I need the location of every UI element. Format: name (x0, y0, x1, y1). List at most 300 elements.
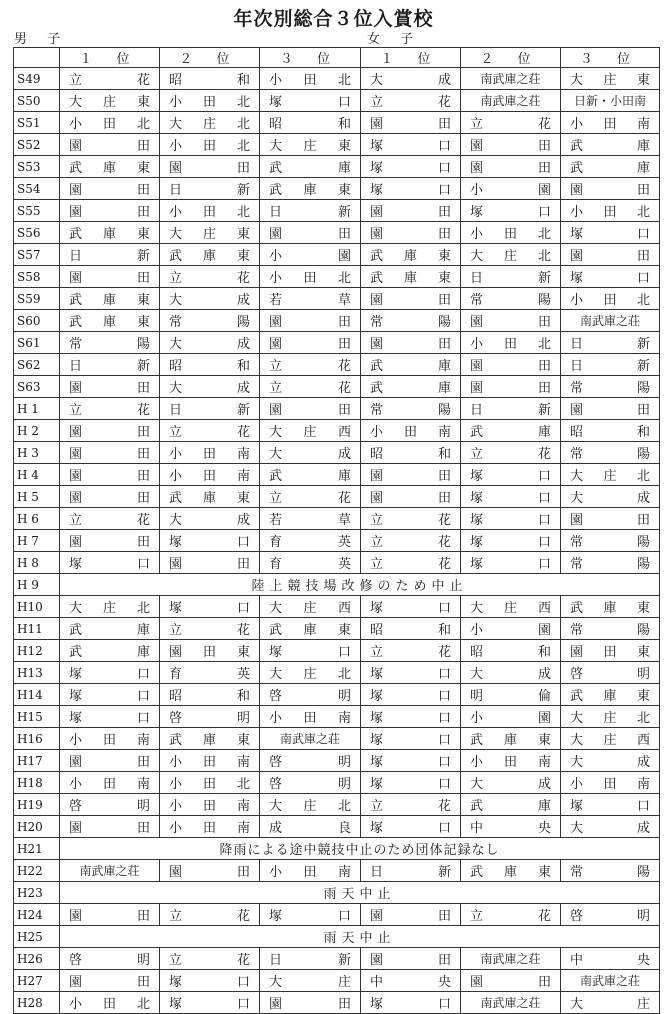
cell-girls-3rd: 塚 口 (561, 794, 660, 816)
table-row (14, 530, 660, 552)
cell-boys-2nd: 園田東 (160, 640, 260, 662)
year-cell: H24 (14, 904, 60, 926)
cell-girls-3rd: 常 陽 (561, 376, 660, 398)
cell-girls-2nd: 園 田 (461, 156, 561, 178)
cell-boys-1st: 園 田 (60, 266, 160, 288)
year-cell: H 1 (14, 398, 60, 420)
cell-girls-2nd: 昭 和 (461, 640, 561, 662)
cell-boys-2nd: 立 花 (160, 904, 260, 926)
cell-boys-3rd: 日 新 (260, 200, 361, 222)
table-row (14, 134, 660, 156)
table-row (14, 310, 660, 332)
table-row (14, 596, 660, 618)
note-cell: 雨天中止 (60, 926, 660, 948)
cell-boys-2nd: 塚 口 (160, 530, 260, 552)
cell-boys-2nd: 小田南 (160, 442, 260, 464)
page-title: 年次別総合３位入賞校 (233, 8, 434, 30)
table-row (14, 244, 660, 266)
table-row (14, 882, 660, 904)
year-cell: S63 (14, 376, 60, 398)
cell-boys-1st: 園 田 (60, 816, 160, 838)
year-cell: H22 (14, 860, 60, 882)
cell-girls-2nd: 小田北 (461, 332, 561, 354)
cell-boys-3rd: 育 英 (260, 552, 361, 574)
cell-girls-3rd: 園 田 (561, 508, 660, 530)
year-cell: H23 (14, 882, 60, 904)
cell-boys-2nd: 武庫東 (160, 728, 260, 750)
table-row (14, 156, 660, 178)
cell-boys-1st: 小田南 (60, 772, 160, 794)
cell-girls-1st: 立 花 (361, 794, 461, 816)
year-cell: S50 (14, 90, 60, 112)
cell-girls-1st: 塚 口 (361, 684, 461, 706)
cell-boys-1st: 園 田 (60, 442, 160, 464)
cell-boys-2nd: 立 花 (160, 266, 260, 288)
cell-girls-3rd: 日 新 (561, 354, 660, 376)
table-row (14, 508, 660, 530)
table-row (14, 926, 660, 948)
cell-girls-3rd: 常 陽 (561, 860, 660, 882)
cell-boys-2nd: 常 陽 (160, 310, 260, 332)
cell-boys-3rd: 日 新 (260, 948, 361, 970)
cell-boys-2nd: 園 田 (160, 156, 260, 178)
year-cell: H 5 (14, 486, 60, 508)
cell-boys-3rd: 育 英 (260, 530, 361, 552)
table-row (14, 948, 660, 970)
year-cell: S61 (14, 332, 60, 354)
cell-boys-3rd: 園 田 (260, 310, 361, 332)
cell-girls-2nd: 塚 口 (461, 552, 561, 574)
cell-girls-2nd: 塚 口 (461, 530, 561, 552)
year-cell: H11 (14, 618, 60, 640)
cell-girls-3rd: 大 成 (561, 486, 660, 508)
cell-girls-2nd: 小田南 (461, 750, 561, 772)
note-cell: 陸上競技場改修のため中止 (60, 574, 660, 596)
cell-boys-2nd: 塚 口 (160, 596, 260, 618)
cell-boys-2nd: 昭 和 (160, 354, 260, 376)
table-row (14, 420, 660, 442)
table-row (14, 838, 660, 860)
year-cell: H19 (14, 794, 60, 816)
cell-boys-2nd: 大 成 (160, 288, 260, 310)
cell-girls-3rd: 大庄西 (561, 728, 660, 750)
cell-girls-3rd: 啓 明 (561, 904, 660, 926)
cell-boys-1st: 園 田 (60, 904, 160, 926)
cell-boys-1st: 小田北 (60, 112, 160, 134)
header-boys-2nd: ２ 位 (160, 48, 260, 68)
cell-boys-1st: 武庫東 (60, 156, 160, 178)
year-cell: S54 (14, 178, 60, 200)
cell-boys-1st: 日 新 (60, 354, 160, 376)
cell-boys-3rd: 武 庫 (260, 464, 361, 486)
cell-girls-3rd: 武庫東 (561, 684, 660, 706)
cell-girls-2nd: 南武庫之荘 (461, 992, 561, 1014)
cell-girls-2nd: 南武庫之荘 (461, 68, 561, 90)
cell-boys-2nd: 育 英 (160, 662, 260, 684)
cell-boys-1st: 立 花 (60, 68, 160, 90)
header-year (14, 48, 60, 68)
cell-boys-3rd: 小田南 (260, 706, 361, 728)
year-cell: H13 (14, 662, 60, 684)
cell-girls-3rd: 常 陽 (561, 442, 660, 464)
cell-girls-2nd: 常 陽 (461, 288, 561, 310)
year-cell: H 6 (14, 508, 60, 530)
cell-boys-1st: 啓 明 (60, 948, 160, 970)
cell-boys-2nd: 昭 和 (160, 68, 260, 90)
year-cell: S58 (14, 266, 60, 288)
cell-boys-3rd: 武庫東 (260, 178, 361, 200)
table-row (14, 200, 660, 222)
cell-girls-2nd: 武庫東 (461, 860, 561, 882)
cell-girls-1st: 塚 口 (361, 662, 461, 684)
cell-girls-2nd: 小田北 (461, 222, 561, 244)
table-row (14, 68, 660, 90)
table-row (14, 750, 660, 772)
cell-girls-3rd: 小田北 (561, 288, 660, 310)
cell-boys-3rd: 園 田 (260, 222, 361, 244)
cell-girls-3rd: 大庄北 (561, 464, 660, 486)
cell-boys-2nd: 日 新 (160, 398, 260, 420)
cell-boys-1st: 園 田 (60, 134, 160, 156)
year-cell: H16 (14, 728, 60, 750)
table-row (14, 354, 660, 376)
cell-girls-3rd: 小田南 (561, 112, 660, 134)
cell-boys-1st: 大庄北 (60, 596, 160, 618)
cell-boys-2nd: 小田北 (160, 772, 260, 794)
cell-girls-3rd: 常 陽 (561, 552, 660, 574)
cell-girls-2nd: 明 倫 (461, 684, 561, 706)
table-row (14, 464, 660, 486)
cell-boys-1st: 園 田 (60, 970, 160, 992)
cell-boys-3rd: 大庄西 (260, 420, 361, 442)
table-row (14, 486, 660, 508)
cell-boys-3rd: 南武庫之荘 (260, 728, 361, 750)
cell-boys-1st: 常 陽 (60, 332, 160, 354)
cell-boys-3rd: 塚 口 (260, 904, 361, 926)
cell-boys-3rd: 成 良 (260, 816, 361, 838)
cell-boys-2nd: 小田南 (160, 750, 260, 772)
year-cell: H15 (14, 706, 60, 728)
cell-boys-1st: 園 田 (60, 200, 160, 222)
cell-boys-3rd: 塚 口 (260, 90, 361, 112)
cell-boys-2nd: 園 田 (160, 552, 260, 574)
cell-boys-3rd: 大 庄 (260, 970, 361, 992)
table-row (14, 794, 660, 816)
cell-boys-1st: 園 田 (60, 530, 160, 552)
cell-boys-3rd: 大庄北 (260, 662, 361, 684)
table-row (14, 904, 660, 926)
cell-boys-1st: 園 田 (60, 750, 160, 772)
cell-boys-1st: 大庄東 (60, 90, 160, 112)
cell-girls-2nd: 園 田 (461, 134, 561, 156)
year-cell: S59 (14, 288, 60, 310)
cell-girls-2nd: 南武庫之荘 (461, 90, 561, 112)
boys-section-label: 男 子 (14, 32, 69, 47)
table-row (14, 970, 660, 992)
table-row (14, 90, 660, 112)
cell-boys-1st: 武庫東 (60, 222, 160, 244)
cell-boys-2nd: 啓 明 (160, 706, 260, 728)
cell-girls-1st: 塚 口 (361, 178, 461, 200)
cell-girls-1st: 武 庫 (361, 376, 461, 398)
cell-girls-3rd: 園田東 (561, 640, 660, 662)
cell-girls-1st: 武庫東 (361, 266, 461, 288)
cell-girls-2nd: 中 央 (461, 816, 561, 838)
cell-girls-3rd: 大 成 (561, 750, 660, 772)
cell-girls-3rd: 武庫東 (561, 596, 660, 618)
cell-boys-2nd: 小田北 (160, 134, 260, 156)
cell-boys-3rd: 啓 明 (260, 684, 361, 706)
cell-boys-1st: 立 花 (60, 508, 160, 530)
cell-girls-2nd: 南武庫之荘 (461, 948, 561, 970)
cell-girls-2nd: 園 田 (461, 970, 561, 992)
header-girls-2nd: ２ 位 (461, 48, 561, 68)
cell-boys-3rd: 園 田 (260, 992, 361, 1014)
cell-boys-3rd: 若 草 (260, 508, 361, 530)
table-row (14, 552, 660, 574)
cell-girls-1st: 塚 口 (361, 772, 461, 794)
cell-girls-1st: 立 花 (361, 508, 461, 530)
cell-boys-3rd: 立 花 (260, 354, 361, 376)
cell-girls-1st: 昭 和 (361, 442, 461, 464)
year-cell: S53 (14, 156, 60, 178)
cell-girls-2nd: 武 庫 (461, 420, 561, 442)
cell-boys-1st: 塚 口 (60, 706, 160, 728)
cell-girls-2nd: 塚 口 (461, 486, 561, 508)
cell-girls-2nd: 立 花 (461, 904, 561, 926)
cell-girls-3rd: 塚 口 (561, 266, 660, 288)
cell-girls-3rd: 小田北 (561, 200, 660, 222)
table-row (14, 574, 660, 596)
year-cell: H21 (14, 838, 60, 860)
cell-girls-2nd: 大庄北 (461, 244, 561, 266)
cell-boys-1st: 塚 口 (60, 662, 160, 684)
cell-girls-1st: 園 田 (361, 200, 461, 222)
cell-girls-3rd: 常 陽 (561, 530, 660, 552)
cell-girls-1st: 日 新 (361, 860, 461, 882)
cell-boys-3rd: 啓 明 (260, 772, 361, 794)
table-row (14, 706, 660, 728)
year-cell: H 9 (14, 574, 60, 596)
cell-girls-3rd: 園 田 (561, 244, 660, 266)
cell-girls-1st: 園 田 (361, 332, 461, 354)
cell-girls-3rd: 南武庫之荘 (561, 970, 660, 992)
cell-girls-3rd: 大 庄 (561, 992, 660, 1014)
cell-boys-3rd: 園 田 (260, 332, 361, 354)
year-cell: S52 (14, 134, 60, 156)
cell-boys-2nd: 塚 口 (160, 992, 260, 1014)
cell-boys-1st: 園 田 (60, 178, 160, 200)
table-row (14, 442, 660, 464)
cell-boys-2nd: 立 花 (160, 420, 260, 442)
cell-girls-3rd: 啓 明 (561, 662, 660, 684)
cell-girls-1st: 園 田 (361, 904, 461, 926)
cell-boys-2nd: 大 成 (160, 332, 260, 354)
cell-girls-1st: 塚 口 (361, 596, 461, 618)
cell-girls-2nd: 大 成 (461, 772, 561, 794)
cell-girls-1st: 昭 和 (361, 618, 461, 640)
cell-girls-2nd: 園 田 (461, 376, 561, 398)
cell-boys-1st: 南武庫之荘 (60, 860, 160, 882)
cell-boys-3rd: 立 花 (260, 486, 361, 508)
girls-section-label: 女 子 (367, 32, 422, 47)
cell-boys-2nd: 日 新 (160, 178, 260, 200)
note-cell: 降雨による途中競技中止のため団体記録なし (60, 838, 660, 860)
cell-girls-2nd: 武庫東 (461, 728, 561, 750)
cell-boys-3rd: 武 庫 (260, 156, 361, 178)
cell-boys-3rd: 若 草 (260, 288, 361, 310)
cell-boys-2nd: 小田南 (160, 816, 260, 838)
cell-boys-2nd: 小田南 (160, 464, 260, 486)
table-row (14, 222, 660, 244)
cell-girls-3rd: 昭 和 (561, 420, 660, 442)
cell-boys-1st: 日 新 (60, 244, 160, 266)
cell-girls-1st: 武 庫 (361, 354, 461, 376)
cell-girls-3rd: 武 庫 (561, 156, 660, 178)
cell-girls-3rd: 武 庫 (561, 134, 660, 156)
rankings-table (13, 47, 660, 1014)
cell-girls-2nd: 園 田 (461, 310, 561, 332)
header-girls-1st: １ 位 (361, 48, 461, 68)
cell-boys-3rd: 小田南 (260, 860, 361, 882)
cell-girls-1st: 常 陽 (361, 398, 461, 420)
header-boys-3rd: ３ 位 (260, 48, 361, 68)
year-cell: H20 (14, 816, 60, 838)
cell-boys-1st: 啓 明 (60, 794, 160, 816)
cell-girls-1st: 塚 口 (361, 134, 461, 156)
table-row (14, 398, 660, 420)
note-cell: 雨天中止 (60, 882, 660, 904)
table-row (14, 288, 660, 310)
cell-boys-1st: 園 田 (60, 420, 160, 442)
cell-boys-1st: 園 田 (60, 376, 160, 398)
cell-boys-1st: 園 田 (60, 464, 160, 486)
cell-boys-2nd: 大庄東 (160, 222, 260, 244)
year-cell: S55 (14, 200, 60, 222)
cell-boys-3rd: 園 田 (260, 398, 361, 420)
year-cell: H18 (14, 772, 60, 794)
table-row (14, 860, 660, 882)
cell-girls-3rd: 大庄北 (561, 706, 660, 728)
table-row (14, 684, 660, 706)
cell-girls-1st: 園 田 (361, 112, 461, 134)
cell-boys-3rd: 大庄北 (260, 794, 361, 816)
cell-girls-2nd: 園 田 (461, 354, 561, 376)
cell-boys-2nd: 小田南 (160, 794, 260, 816)
cell-girls-1st: 中 央 (361, 970, 461, 992)
year-cell: H10 (14, 596, 60, 618)
table-row (14, 816, 660, 838)
cell-girls-3rd: 大 成 (561, 816, 660, 838)
cell-boys-3rd: 小田北 (260, 68, 361, 90)
cell-girls-1st: 園 田 (361, 486, 461, 508)
table-row (14, 992, 660, 1014)
cell-girls-1st: 立 花 (361, 552, 461, 574)
cell-girls-1st: 立 花 (361, 640, 461, 662)
cell-girls-3rd: 南武庫之荘 (561, 310, 660, 332)
cell-boys-3rd: 大庄西 (260, 596, 361, 618)
cell-girls-3rd: 大庄東 (561, 68, 660, 90)
year-cell: H 4 (14, 464, 60, 486)
year-cell: H25 (14, 926, 60, 948)
cell-boys-2nd: 武庫東 (160, 244, 260, 266)
table-row (14, 376, 660, 398)
cell-girls-1st: 塚 口 (361, 816, 461, 838)
cell-boys-1st: 塚 口 (60, 552, 160, 574)
cell-boys-2nd: 小田北 (160, 90, 260, 112)
cell-boys-2nd: 立 花 (160, 948, 260, 970)
cell-girls-1st: 塚 口 (361, 706, 461, 728)
year-cell: S49 (14, 68, 60, 90)
cell-girls-1st: 園 田 (361, 948, 461, 970)
cell-boys-2nd: 小田北 (160, 200, 260, 222)
table-row (14, 640, 660, 662)
cell-girls-1st: 立 花 (361, 90, 461, 112)
cell-girls-1st: 大 成 (361, 68, 461, 90)
year-cell: H 7 (14, 530, 60, 552)
cell-girls-2nd: 塚 口 (461, 200, 561, 222)
cell-boys-3rd: 昭 和 (260, 112, 361, 134)
year-cell: H28 (14, 992, 60, 1014)
year-cell: S62 (14, 354, 60, 376)
cell-girls-2nd: 小 園 (461, 706, 561, 728)
cell-boys-2nd: 大 成 (160, 376, 260, 398)
cell-girls-3rd: 中 央 (561, 948, 660, 970)
year-cell: S56 (14, 222, 60, 244)
cell-girls-1st: 常 陽 (361, 310, 461, 332)
cell-boys-3rd: 大 成 (260, 442, 361, 464)
cell-girls-2nd: 立 花 (461, 112, 561, 134)
cell-girls-3rd: 小田南 (561, 772, 660, 794)
cell-boys-3rd: 小田北 (260, 266, 361, 288)
year-cell: S51 (14, 112, 60, 134)
cell-girls-1st: 武庫東 (361, 244, 461, 266)
cell-girls-3rd: 園 田 (561, 178, 660, 200)
cell-girls-2nd: 日 新 (461, 266, 561, 288)
cell-girls-3rd: 園 田 (561, 398, 660, 420)
cell-girls-3rd: 塚 口 (561, 222, 660, 244)
cell-boys-2nd: 大 成 (160, 508, 260, 530)
cell-girls-2nd: 大庄西 (461, 596, 561, 618)
cell-boys-1st: 小田南 (60, 728, 160, 750)
table-row (14, 618, 660, 640)
cell-girls-2nd: 塚 口 (461, 464, 561, 486)
year-cell: H26 (14, 948, 60, 970)
table-row (14, 266, 660, 288)
cell-boys-1st: 小田北 (60, 992, 160, 1014)
cell-boys-1st: 武 庫 (60, 618, 160, 640)
year-cell: H17 (14, 750, 60, 772)
cell-boys-3rd: 立 花 (260, 376, 361, 398)
cell-boys-2nd: 園 田 (160, 860, 260, 882)
year-cell: H 2 (14, 420, 60, 442)
table-row (14, 332, 660, 354)
cell-boys-3rd: 武庫東 (260, 618, 361, 640)
table-row (14, 112, 660, 134)
cell-boys-2nd: 武庫東 (160, 486, 260, 508)
cell-girls-1st: 立 花 (361, 530, 461, 552)
cell-boys-3rd: 塚 口 (260, 640, 361, 662)
cell-boys-1st: 武庫東 (60, 288, 160, 310)
cell-girls-2nd: 小 園 (461, 178, 561, 200)
cell-boys-1st: 武 庫 (60, 640, 160, 662)
cell-boys-3rd: 大庄東 (260, 134, 361, 156)
cell-girls-1st: 園 田 (361, 464, 461, 486)
cell-boys-1st: 立 花 (60, 398, 160, 420)
cell-boys-1st: 武庫東 (60, 310, 160, 332)
cell-girls-1st: 園 田 (361, 288, 461, 310)
cell-girls-3rd: 日 新 (561, 332, 660, 354)
